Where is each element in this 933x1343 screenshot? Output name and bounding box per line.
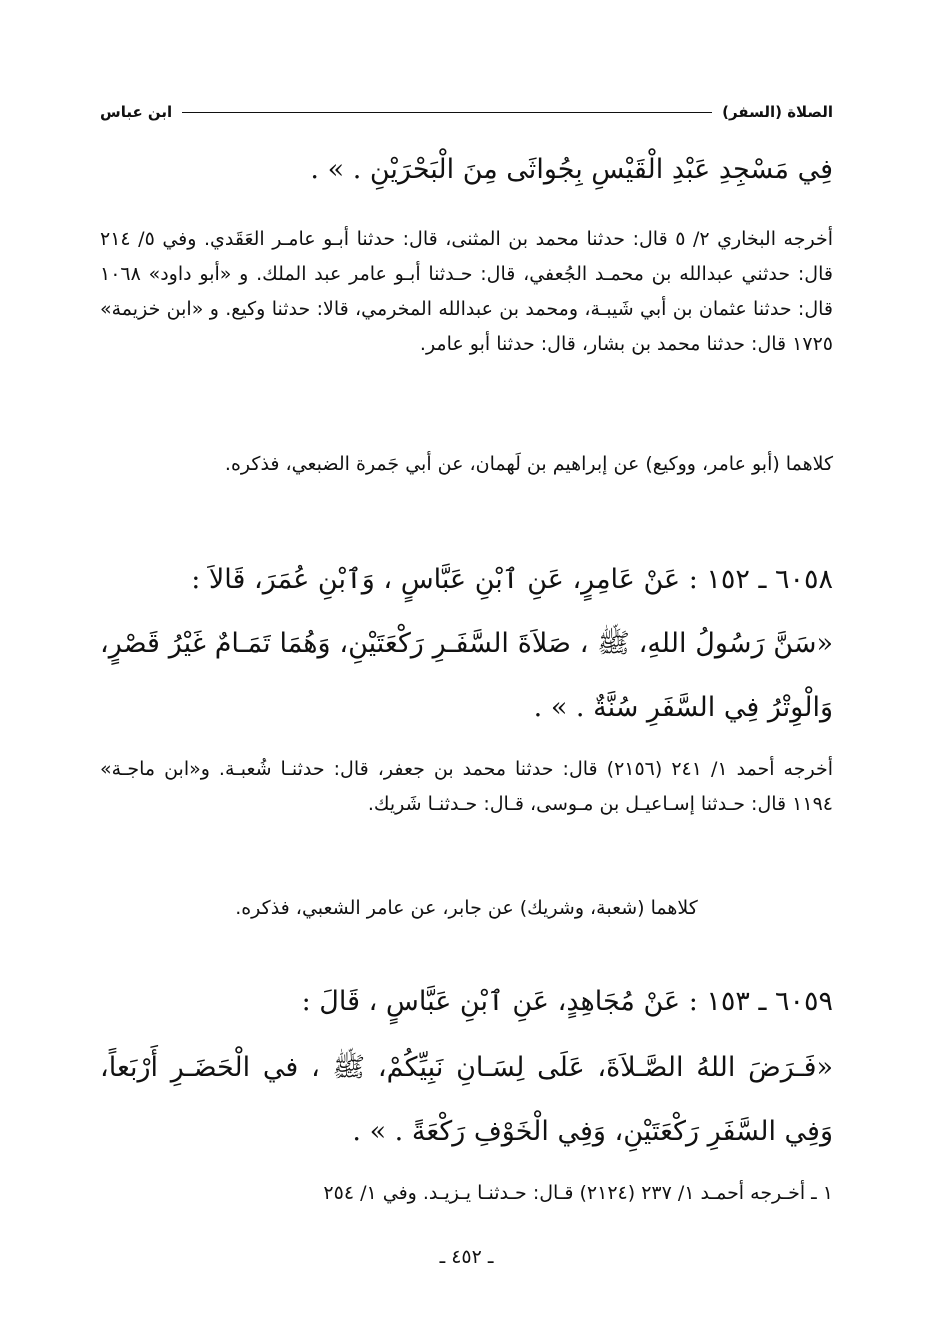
page-number: ـ ٤٥٢ ـ — [439, 1246, 494, 1268]
running-head-narrator: ابن عباس — [100, 103, 173, 121]
hadith-text-continuation: فِي مَسْجِدِ عَبْدِ الْقَيْسِ بِجُواثَى مِنَ الْبَحْرَيْنِ . » . — [310, 154, 833, 185]
takhrij-summary: كلاهما (أبو عامر، ووكيع) عن إبراهيم بن لَهمان، عن أبي جَمرة الضبعي، فذكره. — [224, 453, 833, 475]
running-head-rule — [182, 112, 712, 113]
running-head-chapter: الصلاة (السفر) — [722, 103, 833, 121]
hadith-heading: ٦٠٥٨ ـ ١٥٢ : عَنْ عَامِرٍ، عَنِ ٱبْنِ عَبَّاسٍ ، وَٱبْنِ عُمَرَ، قَالاَ : — [191, 564, 833, 595]
running-head — [100, 100, 833, 124]
hadith-heading: ٦٠٥٩ ـ ١٥٣ : عَنْ مُجَاهِدٍ، عَنِ ٱبْنِ عَبَّاسٍ ، قَالَ : — [301, 986, 833, 1017]
hadith-text: «فَـرَضَ اللهُ الصَّـلاَةَ، عَلَى لِسَـانِ نَبِيِّكُمْ، ﷺ ، في الْحَضَـرِ أَرْبَعاً، وَفِي السَّفَرِ رَكْعَتَيْنِ، وَفِي الْخَوْفِ رَكْعَةً . » . — [100, 1052, 833, 1147]
takhrij-paragraph: ١ ـ أخـرجه أحمـد ١/ ٢٣٧ (٢١٢٤) قـال: حـدثنـا يـزيـد. وفي ١/ ٢٥٤ — [323, 1182, 833, 1204]
takhrij-paragraph: أخرجه البخاري ٢/ ٥ قال: حدثنا محمد بن المثنى، قال: حدثنا أبـو عامـر العَقَدي. وفي ٥/ ٢١٤ قال: حدثني عبدالله بن محمـد الجُعفي، قال: حـدثنا أبـو عامر عبد الملك. و «أبو داود» ١٠٦٨ قال: حدثنا عثمان بن أبي شَيبـة، ومحمد بن عبدالله المخرمي، قالا: حدثنا وكيع. و «ابن خزيمة» ١٧٢٥ قال: حدثنا محمد بن بشار، قال: حدثنا أبو عامر. — [100, 228, 833, 355]
takhrij-paragraph: أخرجه أحمد ١/ ٢٤١ (٢١٥٦) قال: حدثنا محمد بن جعفر، قال: حدثنـا شُعبـة. و«ابن ماجـة» ١١٩٤ قال: حـدثنا إسـاعيـل بن مـوسى، قـال: حـدثنـا شَريك. — [100, 758, 833, 815]
takhrij-summary: كلاهما (شعبة، وشريك) عن جابر، عن عامر الشعبي، فذكره. — [235, 897, 698, 919]
hadith-text: «سَنَّ رَسُولُ اللهِ، ﷺ ، صَلاَةَ السَّفَـرِ رَكْعَتَيْنِ، وَهُمَا تَمَـامٌ غَيْرُ قَصْرٍ، وَالْوِتْرُ فِي السَّفَرِ سُنَّةٌ . » . — [100, 628, 833, 723]
